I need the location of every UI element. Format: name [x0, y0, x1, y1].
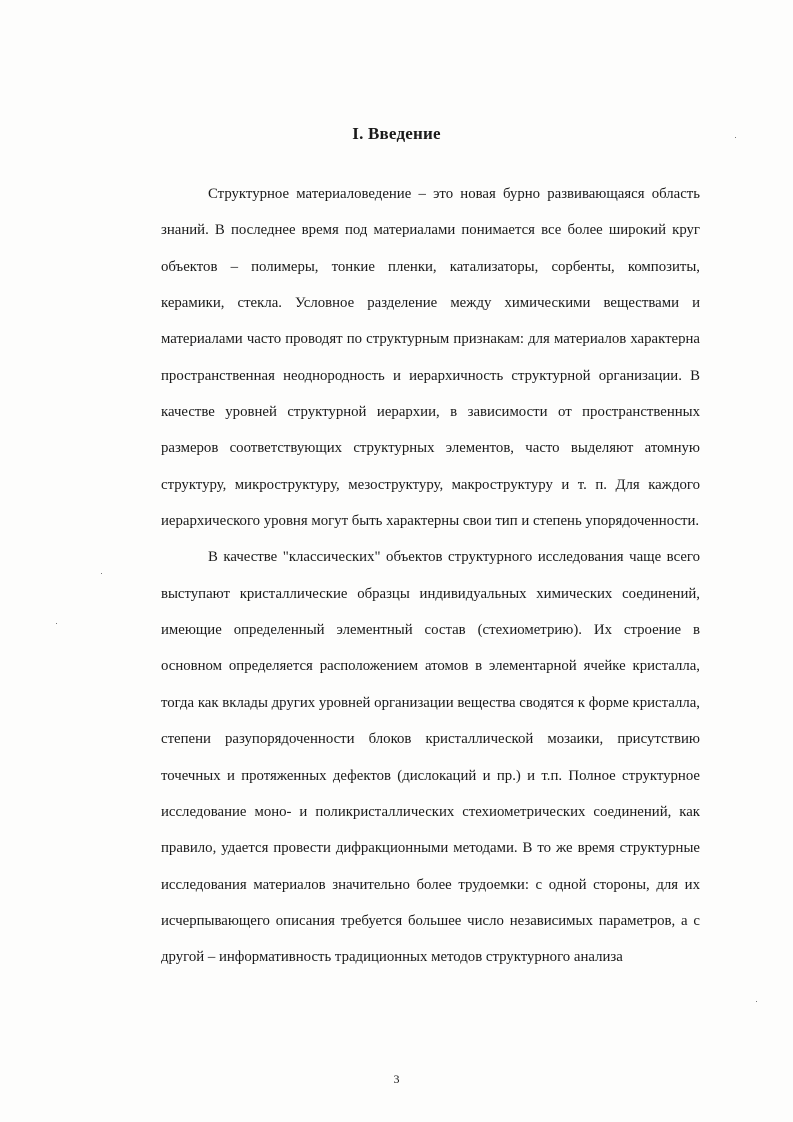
- scan-speck: [735, 137, 736, 138]
- scan-speck: [756, 1001, 757, 1002]
- paragraph-1: Структурное материаловедение – это новая бурно развивающаяся область знаний. В последнее время под материалами понимается все более широкий круг объектов – полимеры, тонкие пленки, катализаторы, сорбенты, композиты, керамики, стекла. Условное разделение между химическими веществами и материалами часто проводят по структурным признакам: для материалов характерна пространственная неоднородность и иерархичность структурной организации. В качестве уровней структурной иерархии, в зависимости от пространственных размеров соответствующих структурных элементов, часто выделяют атомную структуру, микроструктуру, мезоструктуру, макроструктуру и т. п. Для каждого иерархического уровня могут быть характерны свои тип и степень упорядоченности.: [161, 186, 700, 530]
- paragraph-2: В качестве "классических" объектов структурного исследования чаще всего выступают кристаллические образцы индивидуальных химических соединений, имеющие определенный элементный состав (стехиометрию). Их строение в основном определяется расположением атомов в элементарной ячейке кристалла, тогда как вклады других уровней организации вещества сводятся к форме кристалла, степени разупорядоченности блоков кристаллической мозаики, присутствию точечных и протяженных дефектов (дислокаций и пр.) и т.п. Полное структурное исследование моно- и поликристаллических стехиометрических соединений, как правило, удается провести дифракционными методами. В то же время структурные исследования материалов значительно более трудоемки: с одной стороны, для их исчерпывающего описания требуется большее число независимых параметров, а с другой – информативность традиционных методов структурного анализа: [161, 549, 700, 966]
- scan-speck: [56, 623, 57, 624]
- body-text: [161, 176, 700, 976]
- scan-speck: [101, 573, 102, 574]
- page-number: 3: [393, 1072, 400, 1086]
- section-title: I. Введение: [352, 124, 441, 143]
